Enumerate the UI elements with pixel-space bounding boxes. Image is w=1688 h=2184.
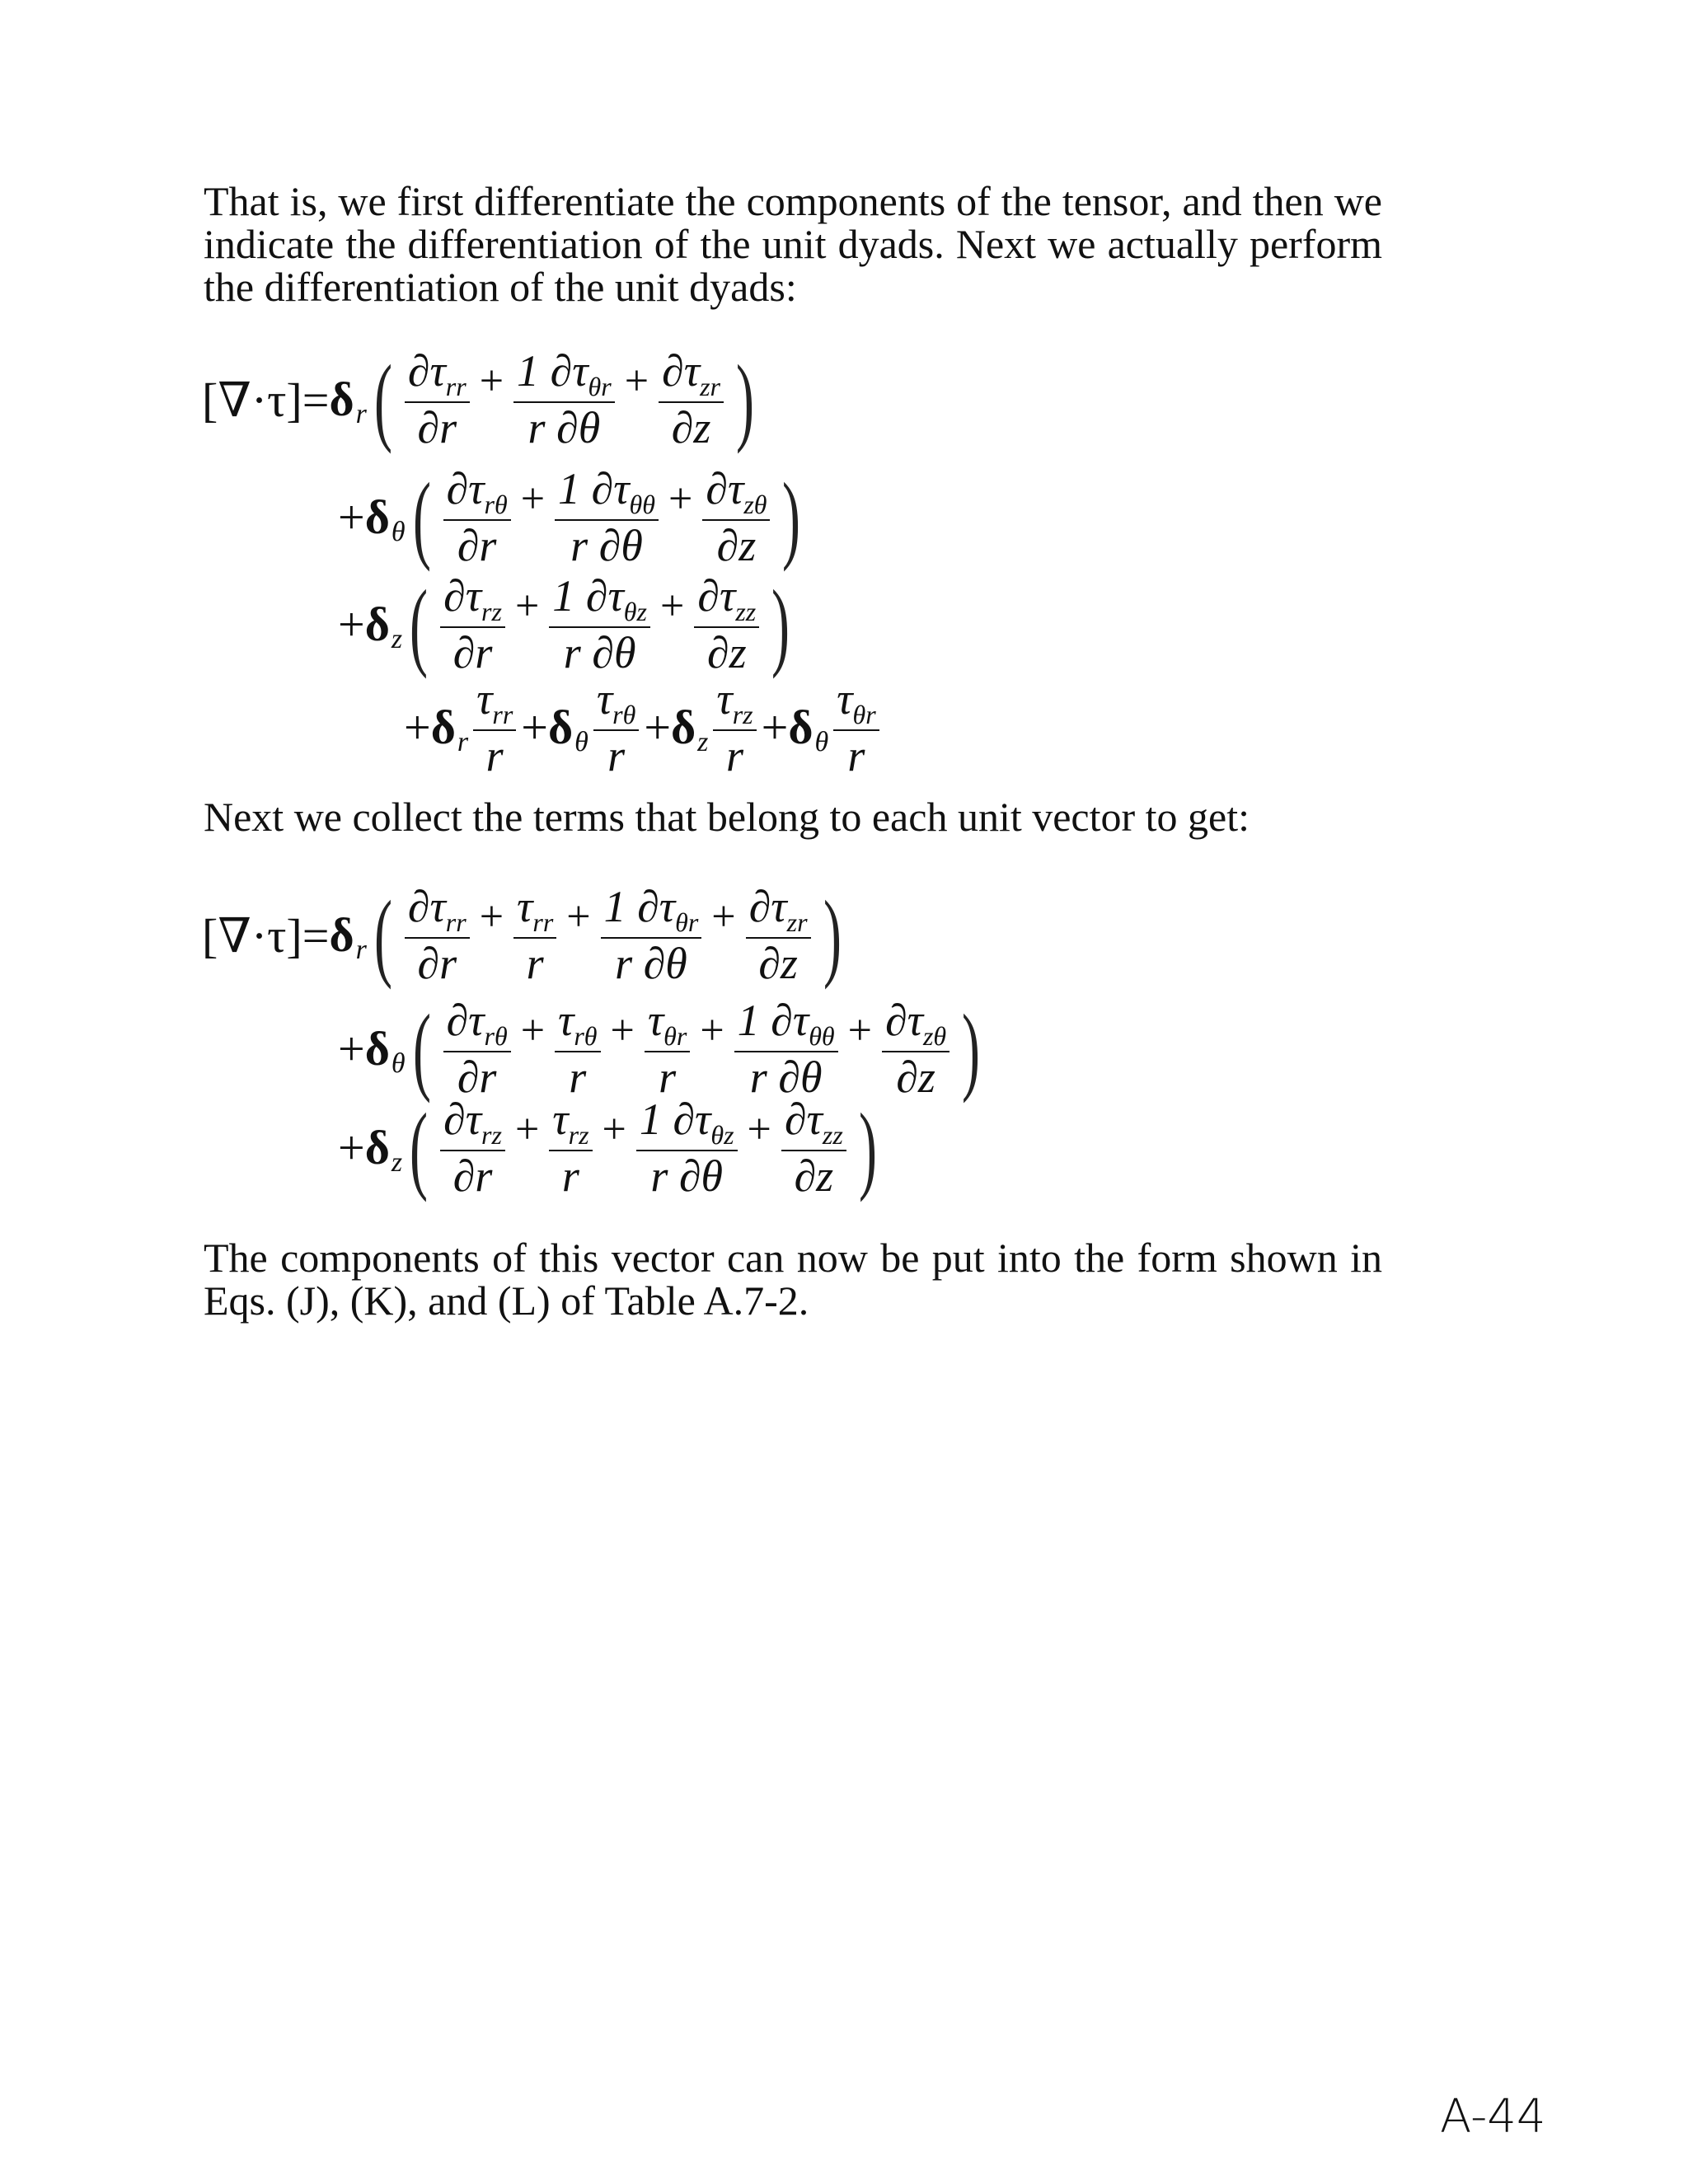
fraction: $\frac{\tau_{r\theta}}{r}$ [593,674,640,780]
fraction: $\frac{\partial\tau_{rr}}{\partial r}$ [405,346,470,452]
fraction: $\frac{\tau_{rr}}{r}$ [513,882,556,988]
fraction: $\frac{1 \partial\tau_{\theta z}}{r \partial\theta}$ [636,1094,738,1201]
unit-vector-delta: δ [364,597,390,651]
eq2-row-r: [∇·τ]= δ r ( $\frac{\partial\tau_{rr}}{\partial r}$ + $\frac{\tau_{rr}}{r}$ + $\frac{1 \partial\tau_{\theta r}}{r \partial\theta}$ + $\frac{\partial\tau_{zr}}{\partial z}$ ) [202,879,842,990]
fraction: $\frac{\partial\tau_{rz}}{\partial r}$ [440,1094,505,1201]
fraction: $\frac{\partial\tau_{zz}}{\partial z}$ [694,571,759,677]
fraction: $\frac{\tau_{rr}}{r}$ [473,674,516,780]
fraction: $\frac{\tau_{rz}}{r}$ [549,1094,592,1201]
fraction: $\frac{\partial\tau_{r\theta}}{\partial r}$ [443,464,511,570]
fraction: $\frac{1 \partial\tau_{\theta r}}{r \partial\theta}$ [601,882,702,988]
fraction: $\frac{\partial\tau_{r\theta}}{\partial r}$ [443,996,511,1102]
fraction: $\frac{1 \partial\tau_{\theta z}}{r \partial\theta}$ [549,571,650,677]
fraction: $\frac{\partial\tau_{zr}}{\partial z}$ [659,346,724,452]
fraction: $\frac{\tau_{\theta r}}{r}$ [645,996,691,1102]
unit-subscript: r [355,398,367,429]
eq1-row-z: + δ z ( $\frac{\partial\tau_{rz}}{\partial r}$ + $\frac{1 \partial\tau_{\theta z}}{r \partial\theta}$ + $\frac{\partial\tau_{zz}}{\partial z}$ ) [338,569,790,679]
conclusion-paragraph: The components of this vector can now be put into the form shown in Eqs. (J), (K), and (L) of Table A.7-2. [204,1235,1382,1324]
fraction: $\frac{\partial\tau_{rz}}{\partial r}$ [440,571,505,677]
eq1-row-theta: + δ θ ( $\frac{\partial\tau_{r\theta}}{\partial r}$ + $\frac{1 \partial\tau_{\theta\theta}}{r \partial\theta}$ + $\frac{\partial\tau_{z\theta}}{\partial z}$ ) [338,462,801,572]
fraction: $\frac{\tau_{r\theta}}{r}$ [555,996,601,1102]
page-number: A-44 [1440,2090,1546,2144]
fraction: $\frac{\partial\tau_{z\theta}}{\partial z}$ [702,464,770,570]
fraction: $\frac{\partial\tau_{zr}}{\partial z}$ [746,882,811,988]
left-paren: ( [373,344,392,454]
fraction: $\frac{\partial\tau_{z\theta}}{\partial z}$ [882,996,950,1102]
eq1-row-extra: + δ r $\frac{\tau_{rr}}{r}$ + δ θ $\frac{\tau_{r\theta}}{r}$ + δ z $\frac{\tau_{rz}}{r}$ + δ θ $\frac{\tau_{\theta r}}{r}$ [404,674,884,780]
unit-vector-delta: δ [364,490,390,544]
eq2-row-z: + δ z ( $\frac{\partial\tau_{rz}}{\partial r}$ + $\frac{\tau_{rz}}{r}$ + $\frac{1 \partial\tau_{\theta z}}{r \partial\theta}$ + $\frac{\partial\tau_{zz}}{\partial z}$ ) [338,1092,877,1202]
eq2-row-theta: + δ θ ( $\frac{\partial\tau_{r\theta}}{\partial r}$ + $\frac{\tau_{r\theta}}{r}$ + $\frac{\tau_{\theta r}}{r}$ + $\frac{1 \partial\tau_{\theta\theta}}{r \partial\theta}$ + $\frac{\partial\tau_{z\theta}}{\partial z}$ ) [338,993,981,1104]
fraction: $\frac{\tau_{rz}}{r}$ [713,674,756,780]
fraction: $\frac{1 \partial\tau_{\theta r}}{r \partial\theta}$ [513,346,615,452]
fraction: $\frac{\partial\tau_{rr}}{\partial r}$ [405,882,470,988]
collect-terms-paragraph: Next we collect the terms that belong to each unit vector to get: [204,794,1250,840]
fraction: $\frac{1 \partial\tau_{\theta\theta}}{r \partial\theta}$ [555,464,659,570]
fraction: $\frac{\partial\tau_{zz}}{\partial z}$ [781,1094,846,1201]
eq1-row-r: [∇·τ]= δ r ( $\frac{\partial\tau_{rr}}{\partial r}$ + $\frac{1 \partial\tau_{\theta r}}{r \partial\theta}$ + $\frac{\partial\tau_{zr}}{\partial z}$ ) [202,344,754,454]
fraction: $\frac{\tau_{\theta r}}{r}$ [833,674,879,780]
right-paren: ) [735,344,754,454]
unit-vector-delta: δ [329,372,354,426]
eq1-lhs: [∇·τ]= [202,373,330,427]
fraction: $\frac{1 \partial\tau_{\theta\theta}}{r \partial\theta}$ [734,996,838,1102]
intro-paragraph: That is, we first differentiate the components of the tensor, and then we indicate the differentiation of the unit dyads. Next we actually perform the differentiation of the unit dyads: [204,178,1382,310]
